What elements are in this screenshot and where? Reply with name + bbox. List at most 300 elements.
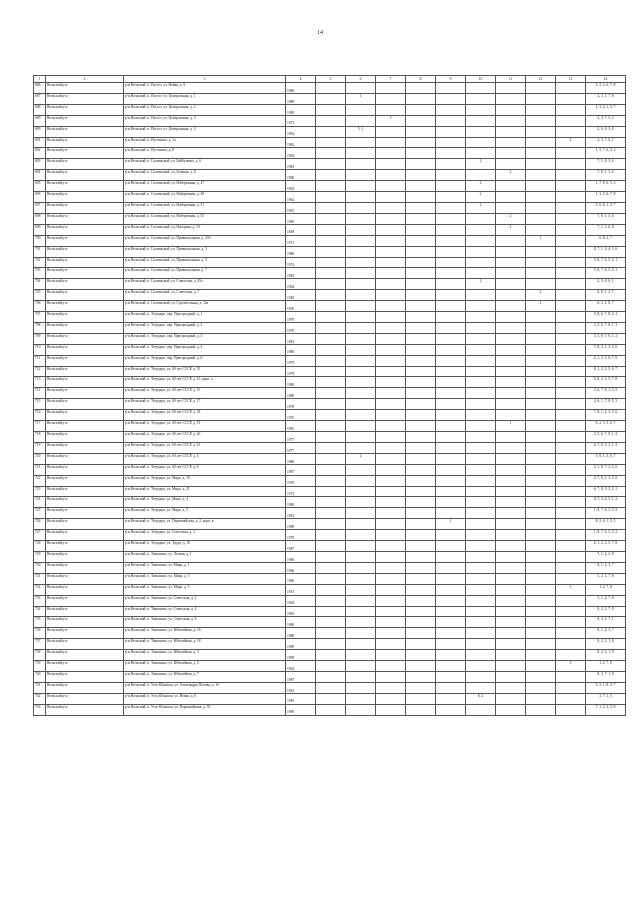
cell-col-3: р-н Вельский, п. Погост, ул. Центральная, д. 1 <box>124 93 286 104</box>
cell-col-14: 1, 3, 5, 6, 7, 8 <box>586 192 626 203</box>
cell-col-13: 3 <box>556 584 586 595</box>
cell-col-13 <box>556 475 586 486</box>
cell-col-7 <box>376 235 406 246</box>
cell-col-11 <box>496 322 526 333</box>
cell-col-9 <box>436 366 466 377</box>
cell-col-14: 2, 3, 5, 7, 8 <box>586 93 626 104</box>
cell-col-2: Вельский р-н <box>46 661 124 672</box>
cell-col-4: 1962 <box>286 279 316 290</box>
cell-col-11 <box>496 355 526 366</box>
cell-col-11 <box>496 486 526 497</box>
cell-col-1: 724 <box>34 497 46 508</box>
cell-col-4: 1972 <box>286 486 316 497</box>
cell-col-1: 705 <box>34 290 46 301</box>
cell-col-10 <box>466 377 496 388</box>
cell-col-7 <box>376 377 406 388</box>
cell-col-10 <box>466 83 496 94</box>
cell-col-2: Вельский р-н <box>46 704 124 715</box>
cell-col-11 <box>496 279 526 290</box>
cell-col-11 <box>496 235 526 246</box>
cell-col-6 <box>346 301 376 312</box>
cell-col-8 <box>406 639 436 650</box>
cell-col-1: 696 <box>34 192 46 203</box>
cell-col-5 <box>316 159 346 170</box>
table-row <box>34 486 626 497</box>
cell-col-11 <box>496 333 526 344</box>
cell-col-1: 691 <box>34 137 46 148</box>
cell-col-3: р-н Вельский, п. Тегродно, ул. 60 лет СССР, д. 6 <box>124 464 286 475</box>
cell-col-14: 7, 1, 3, 6, 8 <box>586 224 626 235</box>
cell-col-11 <box>496 442 526 453</box>
cell-col-4: 1960 <box>286 617 316 628</box>
cell-col-2: Вельский р-н <box>46 257 124 268</box>
cell-col-9 <box>436 192 466 203</box>
cell-col-2: Вельский р-н <box>46 617 124 628</box>
cell-col-3: р-н Вельский, п. Тегродно, ул. 60 лет СССР, д. 18 <box>124 410 286 421</box>
cell-col-12 <box>526 148 556 159</box>
cell-col-6 <box>346 595 376 606</box>
cell-col-11 <box>496 551 526 562</box>
cell-col-7 <box>376 366 406 377</box>
cell-col-3: р-н Вельский, п. Тегродно, ул. Мира, д. 4 <box>124 497 286 508</box>
cell-col-11 <box>496 453 526 464</box>
cell-col-12 <box>526 650 556 661</box>
cell-col-1: 742 <box>34 693 46 704</box>
cell-col-7 <box>376 93 406 104</box>
cell-col-1: 719 <box>34 442 46 453</box>
cell-col-7 <box>376 279 406 290</box>
cell-col-12 <box>526 682 556 693</box>
cell-col-11 <box>496 693 526 704</box>
cell-col-10 <box>466 344 496 355</box>
cell-col-9 <box>436 606 466 617</box>
cell-col-5 <box>316 83 346 94</box>
cell-col-2: Вельский р-н <box>46 551 124 562</box>
cell-col-14: 5, 8, 6, 7, 8, 2, 1 <box>586 312 626 323</box>
cell-col-3: р-н Вельский, п. Тегродно, ул. 60 лет СССР, д. 55 <box>124 366 286 377</box>
cell-col-12 <box>526 639 556 650</box>
cell-col-10 <box>466 148 496 159</box>
cell-col-9 <box>436 257 466 268</box>
cell-col-12 <box>526 170 556 181</box>
cell-col-11 <box>496 573 526 584</box>
cell-col-5 <box>316 126 346 137</box>
cell-col-7 <box>376 202 406 213</box>
cell-col-4: 1979 <box>286 355 316 366</box>
cell-col-8 <box>406 224 436 235</box>
cell-col-9 <box>436 584 466 595</box>
cell-col-5 <box>316 562 346 573</box>
cell-col-4: 1980 <box>286 344 316 355</box>
cell-col-5 <box>316 464 346 475</box>
cell-col-6 <box>346 442 376 453</box>
cell-col-13 <box>556 181 586 192</box>
cell-col-2: Вельский р-н <box>46 235 124 246</box>
cell-col-2: Вельский р-н <box>46 170 124 181</box>
cell-col-3: р-н Вельский, п. Солгинский, ул. Привокзальная, д. 7 <box>124 268 286 279</box>
cell-col-8 <box>406 573 436 584</box>
cell-col-13 <box>556 595 586 606</box>
cell-col-12 <box>526 541 556 552</box>
column-header-11: 11 <box>496 76 526 83</box>
cell-col-5 <box>316 312 346 323</box>
cell-col-1: 717 <box>34 421 46 432</box>
cell-col-5 <box>316 137 346 148</box>
cell-col-3: р-н Вельский, п. Тегродно, пер. Пригородный, д. 3 <box>124 333 286 344</box>
cell-col-11 <box>496 617 526 628</box>
column-header-10: 10 <box>466 76 496 83</box>
cell-col-5 <box>316 388 346 399</box>
cell-col-13 <box>556 322 586 333</box>
cell-col-9 <box>436 573 466 584</box>
table-row <box>34 235 626 246</box>
table-row <box>34 333 626 344</box>
table-row <box>34 617 626 628</box>
cell-col-10: 2 <box>466 279 496 290</box>
cell-col-2: Вельский р-н <box>46 399 124 410</box>
cell-col-11 <box>496 650 526 661</box>
cell-col-9 <box>436 322 466 333</box>
table-body <box>34 83 626 716</box>
cell-col-8 <box>406 268 436 279</box>
cell-col-12 <box>526 464 556 475</box>
table-row <box>34 682 626 693</box>
cell-col-7 <box>376 83 406 94</box>
cell-col-12 <box>526 355 556 366</box>
cell-col-2: Вельский р-н <box>46 541 124 552</box>
cell-col-12 <box>526 333 556 344</box>
cell-col-11 <box>496 475 526 486</box>
cell-col-8 <box>406 344 436 355</box>
table-row <box>34 213 626 224</box>
cell-col-6 <box>346 344 376 355</box>
cell-col-10: 8, 2 <box>466 693 496 704</box>
cell-col-14: 2, 5, 6, 7, 8, 1, 3 <box>586 322 626 333</box>
cell-col-9 <box>436 432 466 443</box>
cell-col-3: р-н Вельский, п. Солгинский, ул. Советская, д. 45а <box>124 279 286 290</box>
column-header-7: 7 <box>376 76 406 83</box>
cell-col-8 <box>406 584 436 595</box>
cell-col-11 <box>496 508 526 519</box>
cell-col-5 <box>316 148 346 159</box>
cell-col-8 <box>406 671 436 682</box>
cell-col-10 <box>466 541 496 552</box>
column-header-9: 9 <box>436 76 466 83</box>
cell-col-1: 740 <box>34 671 46 682</box>
cell-col-10 <box>466 410 496 421</box>
cell-col-10 <box>466 170 496 181</box>
cell-col-9 <box>436 104 466 115</box>
cell-col-4: 1978 <box>286 399 316 410</box>
cell-col-6 <box>346 159 376 170</box>
cell-col-9 <box>436 595 466 606</box>
cell-col-11 <box>496 202 526 213</box>
cell-col-3: р-н Вельский, п. Тегродно, ул. 60 лет СССР, д. 19 <box>124 421 286 432</box>
cell-col-12 <box>526 519 556 530</box>
cell-col-9 <box>436 93 466 104</box>
cell-col-7 <box>376 541 406 552</box>
table-row <box>34 551 626 562</box>
cell-col-14: 2, 3, 7, 5, 2 <box>586 115 626 126</box>
cell-col-12 <box>526 388 556 399</box>
cell-col-10 <box>466 671 496 682</box>
column-header-6: 6 <box>346 76 376 83</box>
cell-col-8 <box>406 497 436 508</box>
cell-col-14: 6, 2, 1, 8, 7 <box>586 301 626 312</box>
cell-col-3: р-н Вельский, п. Тегродно, пер. Пригородный, д. 4 <box>124 344 286 355</box>
cell-col-7 <box>376 126 406 137</box>
cell-col-13 <box>556 628 586 639</box>
cell-col-13 <box>556 530 586 541</box>
cell-col-5 <box>316 268 346 279</box>
cell-col-4: 1980 <box>286 388 316 399</box>
cell-col-11 <box>496 290 526 301</box>
cell-col-2: Вельский р-н <box>46 181 124 192</box>
cell-col-3: р-н Вельский, п. Солгинский, ул. Набережная, д. 51 <box>124 202 286 213</box>
cell-col-8 <box>406 159 436 170</box>
cell-col-12 <box>526 104 556 115</box>
cell-col-3: р-н Вельский, п. Тегродно, ул. 60 лет СССР, д. 20 <box>124 432 286 443</box>
cell-col-3: р-н Вельский, п. Тегродно, ул. 60 лет СССР, д. 17 <box>124 399 286 410</box>
cell-col-6 <box>346 355 376 366</box>
cell-col-10 <box>466 257 496 268</box>
cell-col-11 <box>496 497 526 508</box>
cell-col-8 <box>406 595 436 606</box>
cell-col-8 <box>406 322 436 333</box>
cell-col-8 <box>406 388 436 399</box>
cell-col-2: Вельский р-н <box>46 432 124 443</box>
cell-col-11 <box>496 519 526 530</box>
table-row <box>34 312 626 323</box>
cell-col-9: 1 <box>436 519 466 530</box>
cell-col-6 <box>346 268 376 279</box>
table-row <box>34 388 626 399</box>
cell-col-6 <box>346 333 376 344</box>
cell-col-2: Вельский р-н <box>46 671 124 682</box>
cell-col-13 <box>556 519 586 530</box>
cell-col-13 <box>556 192 586 203</box>
cell-col-6 <box>346 388 376 399</box>
cell-col-6 <box>346 410 376 421</box>
cell-col-7 <box>376 170 406 181</box>
cell-col-6 <box>346 693 376 704</box>
cell-col-11 <box>496 181 526 192</box>
cell-col-6 <box>346 475 376 486</box>
cell-col-10 <box>466 519 496 530</box>
cell-col-9 <box>436 442 466 453</box>
cell-col-7 <box>376 355 406 366</box>
cell-col-7 <box>376 290 406 301</box>
cell-col-1: 704 <box>34 279 46 290</box>
cell-col-2: Вельский р-н <box>46 606 124 617</box>
cell-col-7 <box>376 562 406 573</box>
cell-col-9 <box>436 562 466 573</box>
cell-col-11 <box>496 366 526 377</box>
cell-col-12 <box>526 453 556 464</box>
table-row <box>34 508 626 519</box>
cell-col-1: 725 <box>34 508 46 519</box>
cell-col-6 <box>346 617 376 628</box>
cell-col-11 <box>496 148 526 159</box>
cell-col-3: р-н Вельский, п. Солгинский, ул. Нагорная, д. 10 <box>124 224 286 235</box>
cell-col-14: 1, 2, 3, 7, 8 <box>586 573 626 584</box>
cell-col-14: 7, 8, 2, 1, 3, 5, 6 <box>586 344 626 355</box>
cell-col-5 <box>316 541 346 552</box>
cell-col-10 <box>466 639 496 650</box>
cell-col-1: 720 <box>34 453 46 464</box>
cell-col-7 <box>376 595 406 606</box>
cell-col-4: 1992 <box>286 126 316 137</box>
cell-col-14: 8, 1, 2, 3, 7 <box>586 562 626 573</box>
cell-col-5 <box>316 650 346 661</box>
cell-col-8 <box>406 453 436 464</box>
cell-col-13 <box>556 432 586 443</box>
cell-col-4: 1991 <box>286 202 316 213</box>
cell-col-6 <box>346 530 376 541</box>
table-row <box>34 181 626 192</box>
cell-col-10: 2 <box>466 202 496 213</box>
cell-col-10 <box>466 573 496 584</box>
cell-col-6 <box>346 192 376 203</box>
cell-col-14: 2, 6, 4, 3, 8 <box>586 126 626 137</box>
cell-col-9 <box>436 617 466 628</box>
cell-col-2: Вельский р-н <box>46 322 124 333</box>
table-row <box>34 573 626 584</box>
cell-col-10 <box>466 246 496 257</box>
cell-col-2: Вельский р-н <box>46 301 124 312</box>
cell-col-14: 2, 1, 3, 5, 8, 7, 6 <box>586 355 626 366</box>
cell-col-13 <box>556 301 586 312</box>
cell-col-14: 6, 8, 1, 2, 7 <box>586 290 626 301</box>
column-header-13: 13 <box>556 76 586 83</box>
cell-col-12 <box>526 693 556 704</box>
cell-col-6 <box>346 137 376 148</box>
cell-col-1: 736 <box>34 628 46 639</box>
cell-col-7: 3 <box>376 115 406 126</box>
cell-col-1: 710 <box>34 344 46 355</box>
cell-col-11 <box>496 595 526 606</box>
cell-col-7 <box>376 628 406 639</box>
cell-col-5 <box>316 551 346 562</box>
cell-col-12 <box>526 366 556 377</box>
cell-col-1: 730 <box>34 562 46 573</box>
cell-col-4: 1992 <box>286 148 316 159</box>
cell-col-13 <box>556 268 586 279</box>
cell-col-4: 1962 <box>286 192 316 203</box>
cell-col-8 <box>406 312 436 323</box>
cell-col-14: 8, 1, 2, 3, 7 <box>586 628 626 639</box>
cell-col-11 <box>496 115 526 126</box>
cell-col-11 <box>496 399 526 410</box>
cell-col-1: 716 <box>34 410 46 421</box>
cell-col-11 <box>496 606 526 617</box>
cell-col-4: 1983 <box>286 159 316 170</box>
cell-col-9 <box>436 486 466 497</box>
cell-col-7 <box>376 682 406 693</box>
cell-col-3: р-н Вельский, п. Тегродно, пер. Пригородный, д. 2 <box>124 322 286 333</box>
cell-col-4: 1990 <box>286 639 316 650</box>
cell-col-4: 1990 <box>286 704 316 715</box>
cell-col-8 <box>406 442 436 453</box>
table-row <box>34 693 626 704</box>
cell-col-11: 2 <box>496 170 526 181</box>
cell-col-9 <box>436 421 466 432</box>
cell-col-13 <box>556 442 586 453</box>
cell-col-14: 6, 8, 2, 3, 5, 7, 8 <box>586 377 626 388</box>
cell-col-7 <box>376 453 406 464</box>
cell-col-5 <box>316 519 346 530</box>
cell-col-3: р-н Вельский, п. Тимонино, ул. Советская, д. 4 <box>124 606 286 617</box>
cell-col-12 <box>526 562 556 573</box>
header-row <box>34 76 626 83</box>
cell-col-5 <box>316 573 346 584</box>
cell-col-13: 2 <box>556 137 586 148</box>
cell-col-3: р-н Вельский, п. Тегродно, ул. Первомайская, д. 2, корп. в <box>124 519 286 530</box>
cell-col-14: 2, 5, 6, 7, 8, 1, 3 <box>586 432 626 443</box>
cell-col-13 <box>556 377 586 388</box>
cell-col-6 <box>346 290 376 301</box>
cell-col-3: р-н Вельский, п. Тегродно, ул. Советская, д. 3 <box>124 530 286 541</box>
cell-col-1: 690 <box>34 126 46 137</box>
cell-col-2: Вельский р-н <box>46 83 124 94</box>
cell-col-11 <box>496 562 526 573</box>
cell-col-8 <box>406 432 436 443</box>
cell-col-5 <box>316 213 346 224</box>
cell-col-1: 726 <box>34 519 46 530</box>
cell-col-9 <box>436 377 466 388</box>
cell-col-4: 1965 <box>286 606 316 617</box>
cell-col-5 <box>316 290 346 301</box>
cell-col-4: 1989 <box>286 104 316 115</box>
table-row <box>34 595 626 606</box>
cell-col-1: 686 <box>34 83 46 94</box>
cell-col-13 <box>556 497 586 508</box>
cell-col-4: 1971 <box>286 235 316 246</box>
cell-col-7 <box>376 301 406 312</box>
table-row <box>34 137 626 148</box>
cell-col-13 <box>556 83 586 94</box>
cell-col-14: 6, 7, 8, 5, 3, 2, 1 <box>586 486 626 497</box>
cell-col-7 <box>376 693 406 704</box>
cell-col-10 <box>466 104 496 115</box>
cell-col-11 <box>496 584 526 595</box>
cell-col-7 <box>376 388 406 399</box>
cell-col-6 <box>346 322 376 333</box>
cell-col-13 <box>556 410 586 421</box>
cell-col-14: 8, 1, 2, 3, 5, 6, 7 <box>586 366 626 377</box>
cell-col-11 <box>496 377 526 388</box>
table-row <box>34 159 626 170</box>
table-row <box>34 301 626 312</box>
cell-col-7 <box>376 159 406 170</box>
cell-col-8 <box>406 192 436 203</box>
cell-col-9 <box>436 344 466 355</box>
cell-col-10: 2 <box>466 192 496 203</box>
cell-col-9 <box>436 650 466 661</box>
cell-col-12 <box>526 475 556 486</box>
table-row <box>34 453 626 464</box>
cell-col-6 <box>346 541 376 552</box>
cell-col-5 <box>316 322 346 333</box>
cell-col-9 <box>436 475 466 486</box>
cell-col-12: 2 <box>526 301 556 312</box>
cell-col-5 <box>316 628 346 639</box>
cell-col-4: 1989 <box>286 519 316 530</box>
cell-col-2: Вельский р-н <box>46 279 124 290</box>
cell-col-14: 7, 1, 8, 3, 6 <box>586 159 626 170</box>
cell-col-8 <box>406 399 436 410</box>
cell-col-12 <box>526 115 556 126</box>
